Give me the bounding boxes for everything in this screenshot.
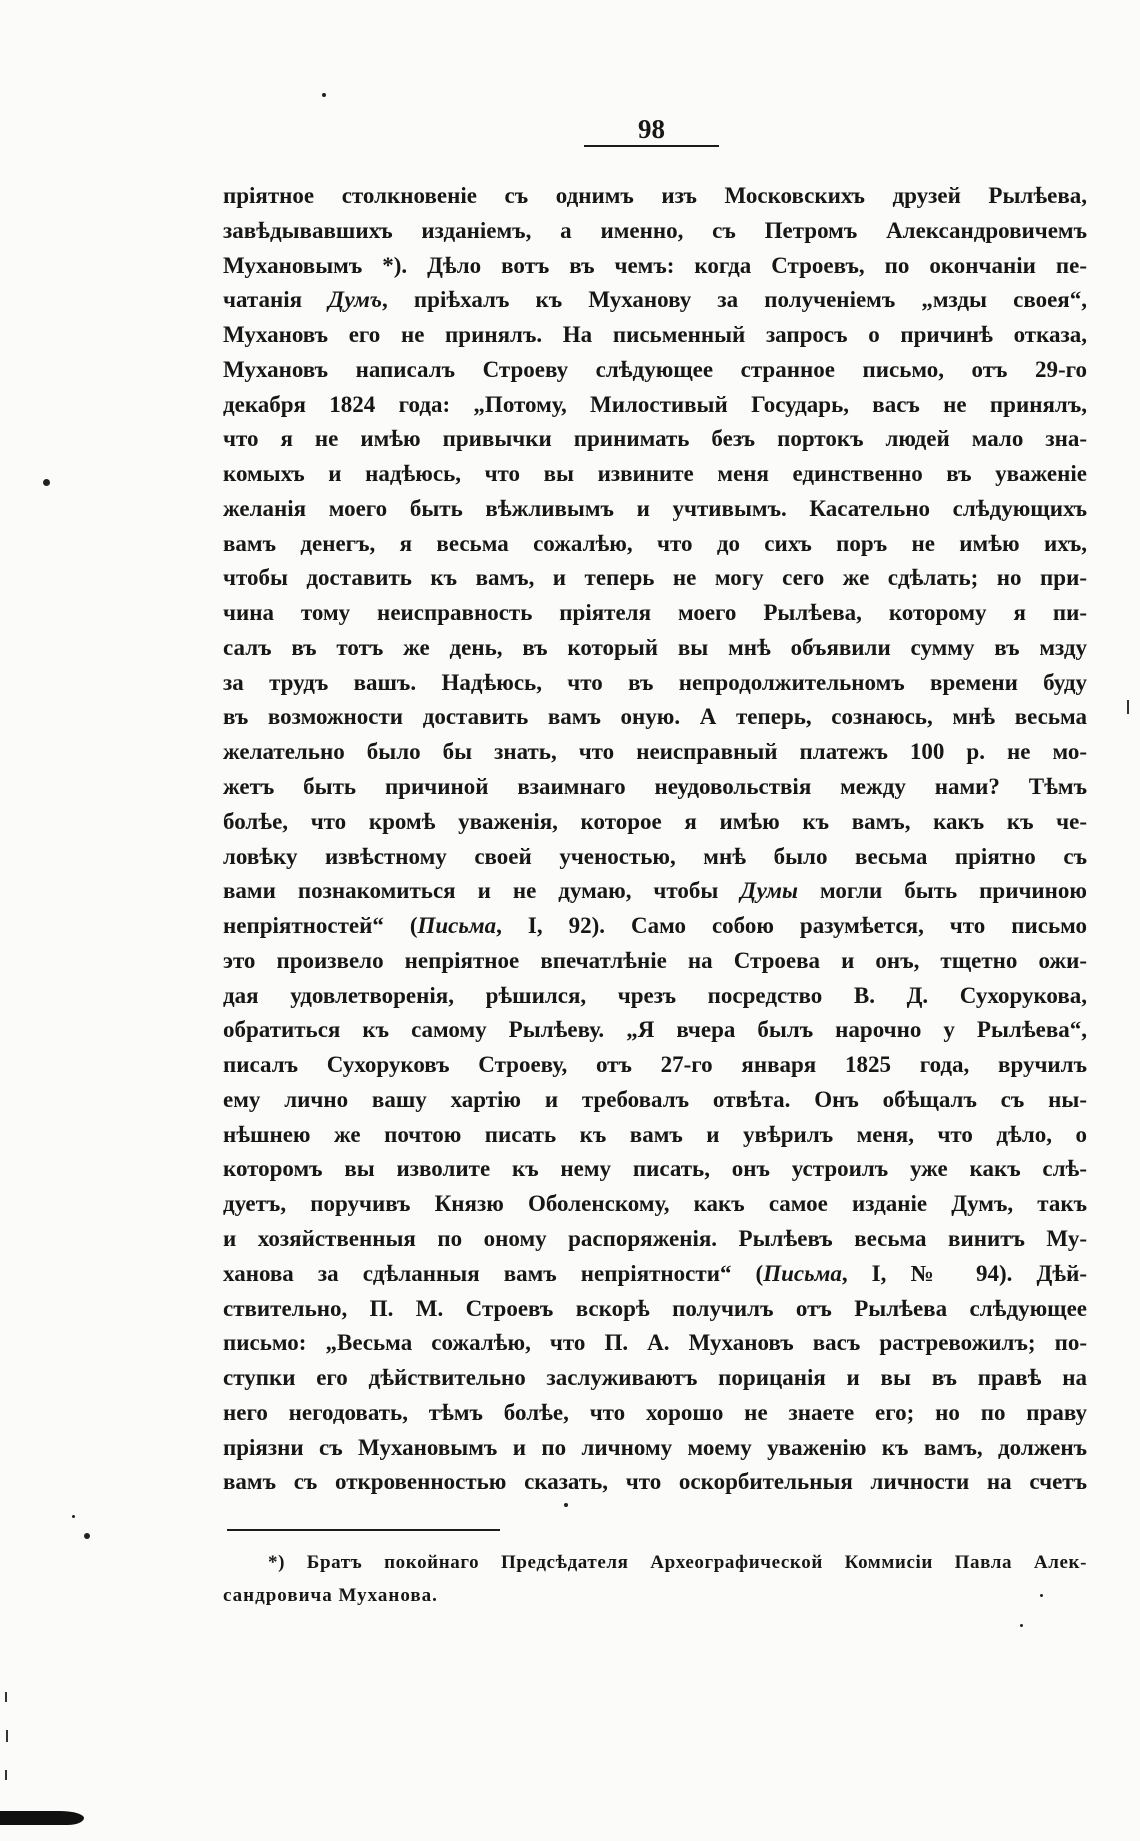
italic-text-run: Письма <box>417 913 497 939</box>
body-line <box>223 874 1087 909</box>
text-run: ханова за сдѣланныя вамъ непріятности“ ( <box>223 1260 764 1286</box>
text-run: ствительно, П. М. Строевъ вскорѣ получилъ отъ Рылѣева слѣдующее <box>223 1295 1087 1321</box>
body-line <box>223 840 1087 875</box>
text-run: , пріѣхалъ къ Муханову за полученіемъ „мзды своея“, <box>382 287 1087 313</box>
text-run: желательно было бы знать, что неисправный платежъ 100 р. не мо- <box>223 739 1087 765</box>
text-run: могли быть причиною <box>797 878 1087 904</box>
body-line <box>223 666 1087 701</box>
text-run: за трудъ вашъ. Надѣюсь, что въ непродолжительномъ времени буду <box>223 669 1087 695</box>
body-line <box>223 527 1087 562</box>
text-run: завѣдывавшихъ изданіемъ, а именно, съ Петромъ Александровичемъ <box>223 217 1087 243</box>
body-text <box>223 179 1087 1500</box>
body-line <box>223 1431 1087 1466</box>
scan-speck <box>1040 1594 1043 1597</box>
scan-edge-mark <box>5 1692 7 1702</box>
text-run: болѣе, что кромѣ уваженія, которое я имѣю къ вамъ, какъ къ че- <box>223 808 1087 834</box>
text-run: писалъ Сухоруковъ Строеву, отъ 27-го января 1825 года, вручилъ <box>223 1052 1087 1078</box>
body-line <box>223 805 1087 840</box>
body-line <box>223 249 1087 284</box>
body-line <box>223 1292 1087 1327</box>
text-run: ступки его дѣйствительно заслуживаютъ порицанія и вы въ правѣ на <box>223 1365 1087 1391</box>
body-line <box>223 1326 1087 1361</box>
text-run: что я не имѣю привычки принимать безъ портокъ людей мало зна- <box>223 426 1087 452</box>
text-run: непріятностей“ ( <box>223 913 418 939</box>
text-run: *) Братъ покойнаго Предсѣдателя Археографической Коммисіи Павла Алек- <box>268 1552 1087 1573</box>
text-run: чтобы доставить къ вамъ, и теперь не могу сего же сдѣлать; но при- <box>223 565 1087 591</box>
text-run: ловѣку извѣстному своей ученостью, мнѣ было весьма пріятно съ <box>223 843 1087 869</box>
scan-blob <box>0 1811 84 1825</box>
text-run: вами познакомиться и не думаю, чтобы <box>223 878 741 904</box>
text-run: желанія моего быть вѣжливымъ и учтивымъ. Касательно слѣдующихъ <box>223 495 1087 521</box>
text-run: декабря 1824 года: „Потому, Милостивый Государь, васъ не принялъ, <box>223 391 1087 417</box>
text-run: и хозяйственныя по оному распоряженія. Рылѣевъ весьма винитъ Му- <box>223 1225 1087 1251</box>
text-run: салъ въ тотъ же день, въ который вы мнѣ объявили сумму въ мзду <box>223 634 1087 660</box>
page-number: 98 <box>584 113 719 147</box>
text-run: обратиться къ самому Рылѣеву. „Я вчера былъ нарочно у Рылѣева“, <box>223 1017 1087 1043</box>
text-run: письмо: „Весьма сожалѣю, что П. А. Мухановъ васъ растревожилъ; по- <box>223 1330 1087 1356</box>
text-run: Мухановъ его не принялъ. На письменный запросъ о причинѣ отказа, <box>223 322 1087 348</box>
text-run: пріязни съ Мухановымъ и по личному моему уваженію къ вамъ, долженъ <box>223 1434 1087 1460</box>
body-line <box>223 770 1087 805</box>
scan-speck <box>72 1515 75 1518</box>
text-run: комыхъ и надѣюсь, что вы извините меня единственно въ уваженіе <box>223 461 1087 487</box>
text-run: сандровича Муханова. <box>223 1585 438 1606</box>
scan-edge-mark <box>6 1730 8 1742</box>
body-line <box>223 944 1087 979</box>
text-run: вамъ съ откровенностью сказать, что оскорбительныя личности на счетъ <box>223 1469 1087 1495</box>
text-run: ему лично вашу хартію и требовалъ отвѣта. Онъ обѣщалъ съ ны- <box>223 1086 1087 1112</box>
text-run: Мухановъ написалъ Строеву слѣдующее странное письмо, отъ 29-го <box>223 356 1087 382</box>
body-line <box>223 318 1087 353</box>
footnote <box>223 1546 1087 1612</box>
body-line <box>223 1396 1087 1431</box>
footnote-line <box>223 1579 1087 1612</box>
body-line <box>223 388 1087 423</box>
body-line <box>223 1222 1087 1257</box>
body-line <box>223 909 1087 944</box>
body-line <box>223 1257 1087 1292</box>
text-run: , I, № 94). Дѣй- <box>841 1260 1087 1286</box>
text-run: дая удовлетворенія, рѣшился, чрезъ посредство В. Д. Сухорукова, <box>223 982 1087 1008</box>
italic-text-run: Думъ <box>328 287 382 313</box>
text-run: въ возможности доставить вамъ оную. А теперь, сознаюсь, мнѣ весьма <box>223 704 1087 730</box>
scan-edge-mark <box>5 1770 7 1780</box>
body-line <box>223 1152 1087 1187</box>
footnote-line <box>223 1546 1087 1579</box>
scan-speck <box>564 1503 568 1507</box>
body-line <box>223 1361 1087 1396</box>
footnote-divider <box>227 1529 500 1531</box>
text-run: жетъ быть причиной взаимнаго неудовольствія между нами? Тѣмъ <box>223 774 1087 800</box>
text-run: которомъ вы изволите къ нему писать, онъ устроилъ уже какъ слѣ- <box>223 1156 1087 1182</box>
body-line <box>223 1465 1087 1500</box>
body-line <box>223 457 1087 492</box>
body-line <box>223 735 1087 770</box>
text-run: Мухановымъ *). Дѣло вотъ въ чемъ: когда Строевъ, по окончаніи пе- <box>223 252 1087 278</box>
body-line <box>223 631 1087 666</box>
text-run: это произвело непріятное впечатлѣніе на Строева и онъ, тщетно ожи- <box>223 947 1087 973</box>
text-run: вамъ денегъ, я весьма сожалѣю, что до сихъ поръ не имѣю ихъ, <box>223 530 1087 556</box>
text-run: чина тому неисправность пріятеля моего Рылѣева, которому я пи- <box>223 600 1087 626</box>
text-run: него негодовать, тѣмъ болѣе, что хорошо не знаете его; но по праву <box>223 1399 1087 1425</box>
body-line <box>223 214 1087 249</box>
text-run: пріятное столкновеніе съ однимъ изъ Московскихъ друзей Рылѣева, <box>223 183 1087 208</box>
body-line <box>223 1048 1087 1083</box>
body-line <box>223 979 1087 1014</box>
body-line <box>223 700 1087 735</box>
scan-speck <box>84 1533 90 1539</box>
body-line <box>223 561 1087 596</box>
italic-text-run: Письма <box>763 1260 842 1286</box>
body-line <box>223 1083 1087 1118</box>
text-run: нѣшнею же почтою писать къ вамъ и увѣрилъ меня, что дѣло, о <box>223 1121 1087 1147</box>
body-line <box>223 422 1087 457</box>
text-run: дуетъ, поручивъ Князю Оболенскому, какъ самое изданіе Думъ, такъ <box>223 1191 1087 1217</box>
body-line <box>223 1013 1087 1048</box>
text-run: , I, 92). Само собою разумѣется, что письмо <box>496 913 1087 939</box>
italic-text-run: Думы <box>740 878 798 904</box>
body-line <box>223 596 1087 631</box>
scan-edge-mark <box>1127 700 1129 714</box>
scan-speck <box>322 93 326 97</box>
body-line <box>223 179 1087 214</box>
body-line <box>223 492 1087 527</box>
body-line <box>223 1187 1087 1222</box>
text-run: чатанія <box>223 287 329 313</box>
body-line <box>223 353 1087 388</box>
scan-speck <box>43 479 50 486</box>
scan-speck <box>1020 1624 1023 1627</box>
body-line <box>223 1118 1087 1153</box>
body-line <box>223 283 1087 318</box>
